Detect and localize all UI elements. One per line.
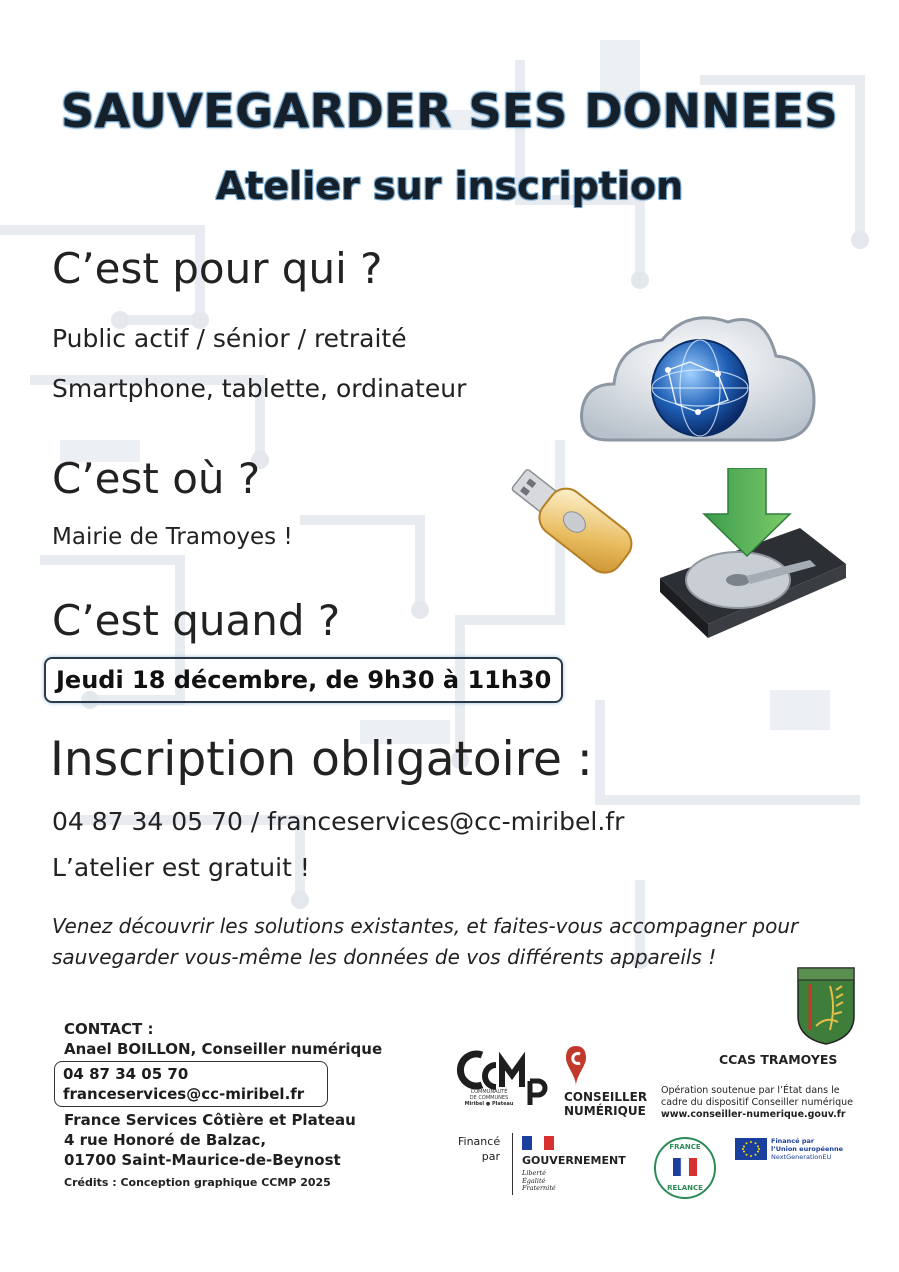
conseiller-line-1: CONSEILLER: [564, 1090, 648, 1104]
operation-line-2: cadre du dispositif Conseiller numérique: [661, 1097, 854, 1108]
audience-text: Public actif / sénior / retraité: [52, 324, 407, 353]
contact-box: [54, 1061, 328, 1107]
relance-flag-icon: [673, 1158, 697, 1176]
france-relance-badge: [654, 1137, 716, 1199]
contact-label: CONTACT :: [64, 1020, 154, 1038]
conseiller-line-2: NUMÉRIQUE: [564, 1104, 646, 1118]
credits-text: Crédits : Conception graphique CCMP 2025: [64, 1176, 331, 1189]
section-heading-qui: C’est pour qui ?: [52, 244, 383, 293]
relance-bottom: RELANCE: [667, 1184, 703, 1192]
contact-city: 01700 Saint-Maurice-de-Beynost: [64, 1151, 341, 1169]
devices-text: Smartphone, tablette, ordinateur: [52, 374, 467, 403]
relance-top: FRANCE: [669, 1143, 701, 1151]
ccmp-sub-1: COMMUNAUTÉ: [470, 1089, 508, 1095]
eu-line-3: NextGenerationEU: [771, 1153, 832, 1161]
eu-text: [771, 1137, 843, 1161]
devise-3: Fraternité: [522, 1184, 556, 1192]
finance-par-label: [458, 1134, 500, 1164]
page-subtitle: Atelier sur inscription: [215, 164, 684, 208]
ccmp-sub-2: DE COMMUNES: [469, 1095, 509, 1101]
date-badge: Jeudi 18 décembre, de 9h30 à 11h30: [44, 657, 563, 703]
ccas-tramoyes-label: CCAS TRAMOYES: [719, 1052, 838, 1067]
hard-drive-illustration: [650, 468, 850, 644]
usb-key-illustration: [488, 452, 638, 592]
operation-text: [661, 1085, 853, 1121]
invitation-line-1: Venez découvrir les solutions existantes, et faites-vous accompagner pour: [52, 914, 799, 938]
devise-1: Liberté: [522, 1169, 546, 1177]
contact-phone: 04 87 34 05 70: [63, 1065, 189, 1083]
gouvernement-label: GOUVERNEMENT: [522, 1154, 626, 1167]
conseiller-numerique-label: [564, 1090, 647, 1118]
eu-flag-icon: [735, 1138, 767, 1160]
operation-line-3: www.conseiller-numerique.gouv.fr: [661, 1109, 846, 1120]
ccmp-logo: [456, 1047, 552, 1117]
eu-line-1: Financé par: [771, 1137, 815, 1145]
operation-line-1: Opération soutenue par l’État dans le: [661, 1085, 840, 1096]
free-text: L’atelier est gratuit !: [52, 853, 310, 882]
invitation-text: [52, 911, 852, 973]
devise: [522, 1170, 556, 1193]
ccmp-sub-3: Miribel ● Plateau: [464, 1101, 514, 1107]
cloud-globe-illustration: [578, 300, 818, 460]
invitation-line-2: sauvegarder vous-même les données de vos différents appareils !: [52, 945, 717, 969]
location-text: Mairie de Tramoyes !: [52, 524, 293, 550]
finance-divider: [512, 1133, 513, 1195]
section-heading-inscription: Inscription obligatoire :: [50, 732, 593, 787]
eu-line-2: l’Union européenne: [771, 1145, 844, 1153]
conseiller-numerique-icon: [565, 1044, 587, 1088]
tramoyes-crest-icon: [796, 966, 856, 1046]
marianne-flag-icon: [522, 1136, 554, 1150]
contact-street: 4 rue Honoré de Balzac,: [64, 1131, 267, 1149]
page-title: SAUVEGARDER SES DONNEES: [61, 84, 838, 138]
contact-email: franceservices@cc-miribel.fr: [63, 1085, 305, 1103]
phone-email-text: 04 87 34 05 70 / franceservices@cc-miribel.fr: [52, 807, 625, 836]
contact-org: France Services Côtière et Plateau: [64, 1111, 356, 1129]
finance-line-1: Financé: [458, 1135, 501, 1148]
section-heading-quand: C’est quand ?: [52, 596, 341, 645]
section-heading-ou: C’est où ?: [52, 454, 261, 503]
devise-2: Égalité: [522, 1176, 546, 1185]
finance-line-2: par: [481, 1150, 500, 1163]
contact-name: Anael BOILLON, Conseiller numérique: [64, 1040, 383, 1058]
